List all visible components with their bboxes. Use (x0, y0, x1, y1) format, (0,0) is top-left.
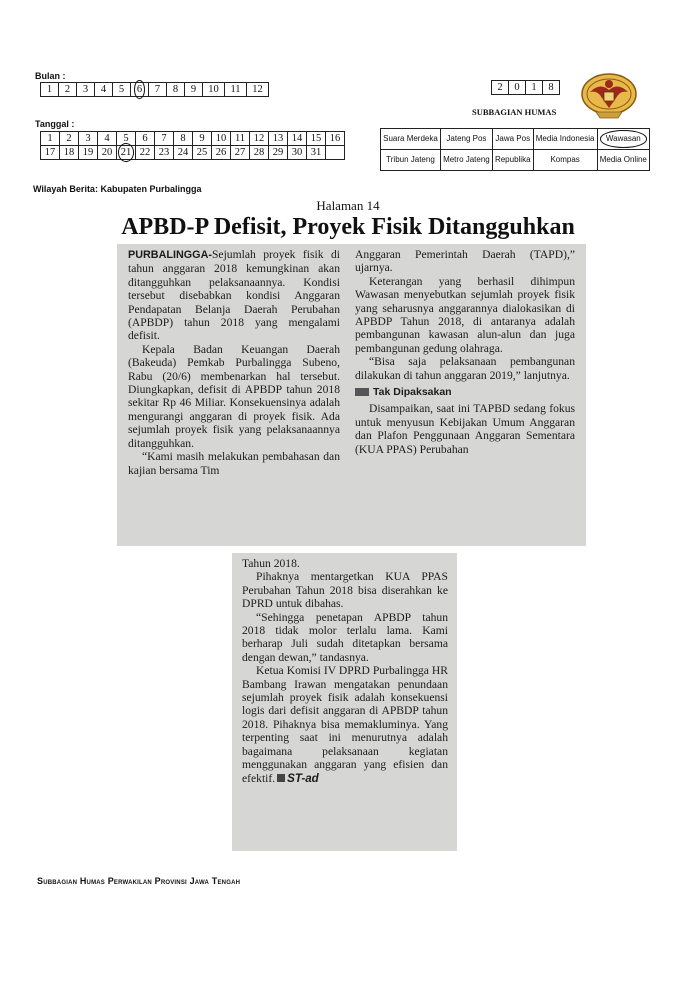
media-name: Tribun Jateng (386, 155, 435, 165)
date-cell-value: 15 (310, 133, 322, 144)
media-cell (440, 150, 492, 171)
month-cell-value: 1 (46, 84, 53, 95)
media-cell (492, 129, 533, 150)
paragraph: Tahun 2018. (242, 557, 300, 570)
month-cell-value: 2 (64, 84, 71, 95)
media-name: Jawa Pos (495, 134, 531, 144)
media-cell (533, 150, 597, 171)
date-cell (231, 132, 250, 146)
month-cell-value: 6 (136, 84, 143, 95)
date-cell-value: 5 (123, 133, 129, 144)
date-cell (155, 132, 174, 146)
date-cell-value: 2 (66, 133, 72, 144)
paragraph: Sejumlah proyek fisik di tahun anggaran 2018 kemungkinan akan ditangguhkan pelaksanaannya. Kondisi tersebut disebabkan kondisi Anggaran Pendapatan Belanja Daerah Perubahan (APBDP) tahun 2018 yang mengalami defisit. (128, 248, 340, 343)
date-cell (250, 146, 269, 160)
month-cell (225, 83, 247, 97)
date-cell-value: 23 (158, 147, 170, 158)
month-cell (41, 83, 59, 97)
date-cell (288, 132, 307, 146)
date-cell-value: 1 (47, 133, 53, 144)
date-cell (307, 146, 326, 160)
date-cell (79, 146, 98, 160)
month-cell-value: 9 (190, 84, 197, 95)
paragraph: Keterangan yang berhasil dihimpun Wawasan menyebutkan sejumlah proyek fisik yang seharusnya anggarannya dialokasikan di APBDP Tahun 2018, di antaranya adalah pembangunan kawasan alun-alun dan juga pembangunan gedung olahraga. (355, 274, 575, 355)
paragraph: “Bisa saja pelaksanaan pembangunan dilakukan di tahun anggaran 2019,” lanjutnya. (355, 355, 575, 382)
office-name: SUBBAGIAN HUMAS (472, 107, 557, 117)
paragraph: Disampaikan, saat ini TAPBD sedang fokus untuk menyusun Kebijakan Umum Anggaran dan Plafon Penggunaan Anggaran Sementara (KUA PPAS) Perubahan (355, 402, 575, 456)
wilayah-label: Wilayah Berita: Kabupaten Purbalingga (33, 184, 202, 194)
date-cell-value: 9 (199, 133, 205, 144)
date-cell-value: 8 (180, 133, 186, 144)
end-mark-icon (277, 774, 285, 782)
date-cell (231, 146, 250, 160)
dateline: PURBALINGGA- (128, 249, 212, 261)
date-cell (155, 146, 174, 160)
subheading: Tak Dipaksakan (355, 386, 575, 399)
month-cell (59, 83, 77, 97)
month-cell-value: 3 (82, 84, 89, 95)
month-cell (77, 83, 95, 97)
date-cell (136, 132, 155, 146)
date-cell-value: 27 (234, 147, 246, 158)
month-cell (131, 83, 149, 97)
date-cell (193, 132, 212, 146)
article-column-1 (128, 248, 340, 477)
year-digit-cell-value: 8 (548, 82, 554, 93)
date-cell-value: 25 (196, 147, 208, 158)
date-cell (288, 146, 307, 160)
date-cell (250, 132, 269, 146)
media-cell (440, 129, 492, 150)
headline: APBD-P Defisit, Proyek Fisik Ditangguhkan (121, 214, 575, 240)
date-cell-value: 20 (101, 147, 113, 158)
date-cell (193, 146, 212, 160)
media-name: Jateng Pos (446, 134, 487, 144)
garuda-emblem-icon (576, 68, 642, 122)
year-digit-cell-value: 2 (497, 82, 503, 93)
date-cell-value: 4 (104, 133, 110, 144)
article-clip-2 (232, 553, 457, 851)
year-grid (491, 80, 560, 95)
month-cell (113, 83, 131, 97)
media-grid (380, 128, 650, 171)
month-cell (185, 83, 203, 97)
paragraph-text: Ketua Komisi IV DPRD Purbalingga HR Bambang Irawan mengatakan penundaan sejumlah proyek fisik adalah konsekuensi logis dari defisit anggaran di APBDP tahun 2018. Pihaknya bisa memakluminya. Yang terpenting saat ini menurutnya adalah bagaimana pelaksanaan kegiatan menggunakan anggaran yang efisien dan efektif. (242, 664, 448, 785)
date-cell-value: 12 (253, 133, 265, 144)
media-cell (381, 150, 441, 171)
date-cell (269, 146, 288, 160)
month-grid (40, 82, 269, 97)
date-cell (326, 146, 345, 160)
paragraph (242, 664, 448, 785)
month-cell-value: 11 (230, 84, 241, 95)
page-number: Halaman 14 (316, 198, 380, 213)
media-name: Suara Merdeka (383, 134, 438, 144)
footer-office: Subbagian Humas Perwakilan Provinsi Jawa Tengah (37, 876, 241, 886)
date-cell (60, 132, 79, 146)
media-cell (533, 129, 597, 150)
date-cell-value: 13 (272, 133, 284, 144)
date-cell (174, 132, 193, 146)
date-cell (174, 146, 193, 160)
month-cell-value: 12 (252, 84, 263, 95)
date-cell (136, 146, 155, 160)
date-cell-value: 14 (291, 133, 303, 144)
date-cell (326, 132, 345, 146)
article-column-2 (355, 248, 575, 456)
month-cell (247, 83, 269, 97)
date-cell-value: 18 (63, 147, 75, 158)
month-cell-value: 5 (118, 84, 125, 95)
media-name: Republika (494, 155, 531, 165)
date-cell-value: 26 (215, 147, 227, 158)
media-cell (492, 150, 533, 171)
date-cell-value: 6 (142, 133, 148, 144)
date-cell-value: 28 (253, 147, 265, 158)
article-clip-1 (117, 244, 586, 546)
paragraph: “Sehingga penetapan APBDP tahun 2018 tidak molor terlalu lama. Kami berharap Juli sudah ditetapkan bersama dengan dewan,” tandasnya. (242, 610, 448, 664)
date-cell-value: 31 (310, 147, 322, 158)
date-cell-value: 21 (120, 147, 132, 158)
date-cell (41, 132, 60, 146)
paragraph: Anggaran Pemerintah Daerah (TAPD),” ujarnya. (355, 248, 575, 275)
date-cell-value: 11 (234, 133, 246, 144)
date-cell (269, 132, 288, 146)
date-cell-value: 16 (329, 133, 341, 144)
media-cell (597, 150, 649, 171)
date-cell (41, 146, 60, 160)
date-cell-value: 24 (177, 147, 189, 158)
month-cell (149, 83, 167, 97)
media-name: Media Indonesia (535, 134, 595, 144)
media-name: Kompas (550, 155, 580, 165)
date-cell-value: 29 (272, 147, 284, 158)
month-cell (167, 83, 185, 97)
date-cell-value: 17 (44, 147, 56, 158)
month-cell (95, 83, 113, 97)
media-name: Metro Jateng (443, 155, 490, 165)
date-cell-value: 19 (82, 147, 94, 158)
date-cell-value: 22 (139, 147, 151, 158)
date-cell (60, 146, 79, 160)
media-name: Media Online (599, 155, 647, 165)
date-grid (40, 131, 345, 160)
date-cell (79, 132, 98, 146)
date-cell (117, 146, 136, 160)
date-cell (98, 146, 117, 160)
month-cell-value: 4 (100, 84, 107, 95)
media-cell (381, 129, 441, 150)
year-digit-cell (543, 81, 560, 95)
date-cell (212, 132, 231, 146)
month-cell-value: 7 (154, 84, 161, 95)
year-digit-cell-value: 0 (514, 82, 520, 93)
tanggal-label: Tanggal : (35, 119, 75, 129)
date-cell-value: 10 (215, 133, 227, 144)
date-cell-value: 3 (85, 133, 91, 144)
month-cell-value: 10 (208, 84, 219, 95)
date-cell (212, 146, 231, 160)
media-cell (597, 129, 649, 150)
month-cell-value: 8 (172, 84, 179, 95)
year-digit-cell (509, 81, 526, 95)
paragraph: Pihaknya mentargetkan KUA PPAS Perubahan Tahun 2018 bisa diserahkan ke DPRD untuk dibahas. (242, 570, 448, 611)
date-cell-value: 30 (291, 147, 303, 158)
month-cell (203, 83, 225, 97)
media-name: Wawasan (600, 130, 647, 147)
article-column-3 (242, 557, 448, 785)
year-digit-cell-value: 1 (531, 82, 537, 93)
date-cell (307, 132, 326, 146)
paragraph: “Kami masih melakukan pembahasan dan kajian bersama Tim (128, 450, 340, 477)
paragraph: Kepala Badan Keuangan Daerah (Bakeuda) Pemkab Purbalingga Subeno, Rabu (20/6) membenarkan hal tersebut. Diungkapkan, defisit di APBDP tahun 2018 sekitar Rp 46 Miliar. Konsekuensinya adalah mengurangi anggaran di proyek fisik. Ada sejumlah proyek fisik yang pelaksanaannya ditangguhkan. (128, 342, 340, 450)
date-cell (98, 132, 117, 146)
year-digit-cell (526, 81, 543, 95)
bulan-label: Bulan : (35, 71, 66, 81)
signoff: ST-ad (287, 771, 319, 785)
year-digit-cell (492, 81, 509, 95)
date-cell-value: 7 (161, 133, 167, 144)
